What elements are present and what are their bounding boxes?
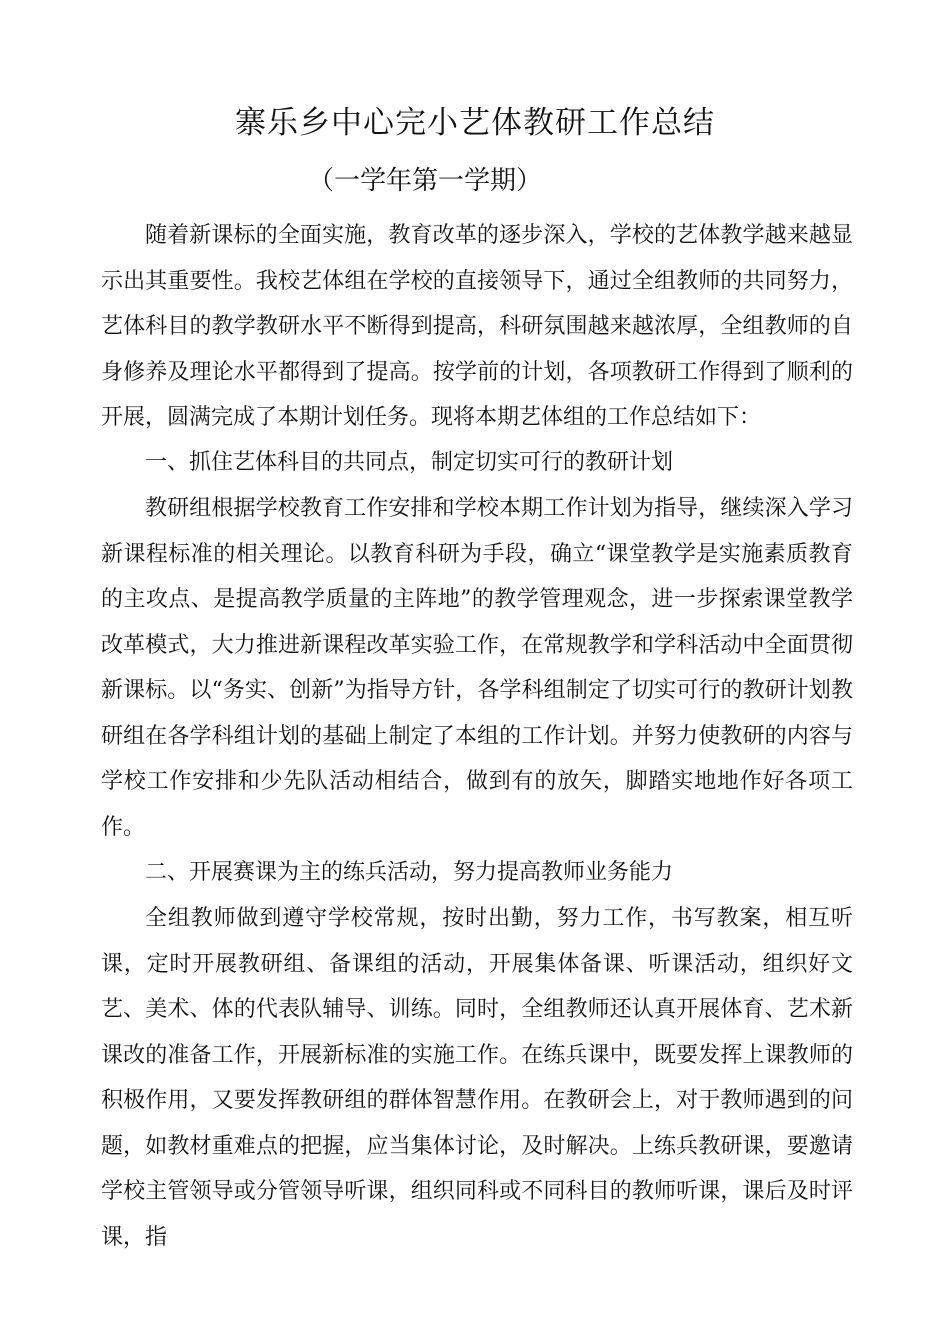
section-heading-1: 一、抓住艺体科目的共同点，制定切实可行的教研计划 [145,450,674,475]
document-subtitle: （一学年第一学期） [308,166,543,196]
paragraph-intro: 随着新课标的全面实施，教育改革的逐步深入，学校的艺体教学越来越显示出其重要性。我校艺体组在学校的直接领导下，通过全组教师的共同努力，艺体科目的教学教研水平不断得到提高，科研氛围越来越浓厚，全组教师的自身修养及理论水平都得到了提高。按学前的计划，各项教研工作得到了顺利的开展，圆满完成了本期计划任务。现将本期艺体组的工作总结如下： [101,223,853,430]
document-title: 寨乐乡中心完小艺体教研工作总结 [235,105,715,141]
paragraph-section-1: 教研组根据学校教育工作安排和学校本期工作计划为指导，继续深入学习新课程标准的相关理论。以教育科研为手段，确立“课堂教学是实施素质教育的主攻点、是提高教学质量的主阵地”的教学管理观念，进一步探索课堂教学改革模式，大力推进新课程改革实验工作，在常规教学和学科活动中全面贯彻新课标。以“务实、创新”为指导方针，各学科组制定了切实可行的教研计划教研组在各学科组计划的基础上制定了本组的工作计划。并努力使教研的内容与学校工作安排和少先队活动相结合，做到有的放矢，脚踏实地地作好各项工作。 [101,496,853,840]
paragraph-section-2: 全组教师做到遵守学校常规，按时出勤，努力工作，书写教案，相互听课，定时开展教研组、备课组的活动，开展集体备课、听课活动，组织好文艺、美术、体的代表队辅导、训练。同时，全组教师还认真开展体育、艺术新课改的准备工作，开展新标准的实施工作。在练兵课中，既要发挥上课教师的积极作用，又要发挥教研组的群体智慧作用。在教研会上，对于教师遇到的问题，如教材重难点的把握，应当集体讨论，及时解决。上练兵教研课，要邀请学校主管领导或分管领导听课，组织同科或不同科目的教师听课，课后及时评课，指 [101,906,853,1250]
section-heading-2: 二、开展赛课为主的练兵活动，努力提高教师业务能力 [145,860,674,885]
